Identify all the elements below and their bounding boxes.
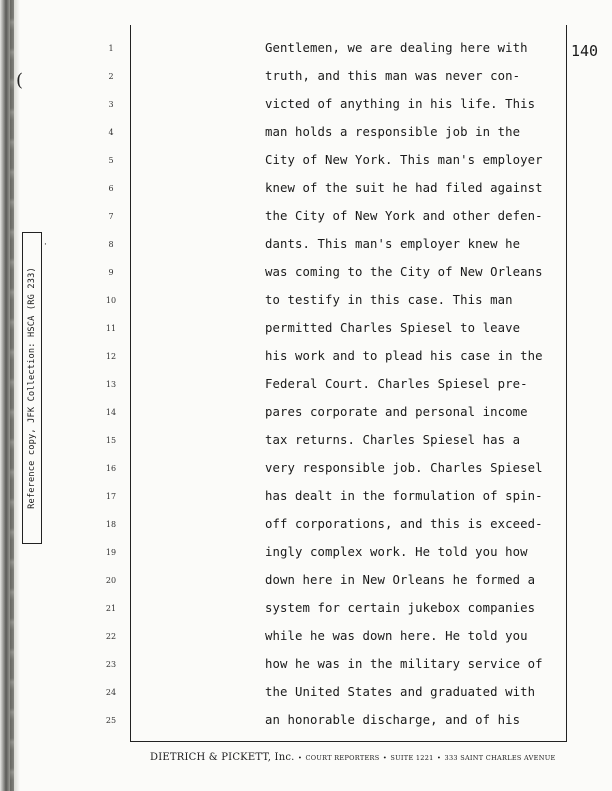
line-number: 21 xyxy=(105,604,117,613)
line-text: the City of New York and other defen- xyxy=(265,209,543,223)
line-number: 2 xyxy=(108,72,114,81)
line-number: 10 xyxy=(105,296,117,305)
line-text: very responsible job. Charles Spiesel xyxy=(265,461,543,475)
line-number: 9 xyxy=(108,268,114,277)
line-text: the United States and graduated with xyxy=(265,685,536,699)
line-text: dants. This man's employer knew he xyxy=(265,237,521,251)
line-number: 24 xyxy=(105,688,117,697)
line-number: 13 xyxy=(105,380,117,389)
footer-separator: • xyxy=(436,754,442,762)
line-number: 20 xyxy=(105,576,117,585)
line-text: has dealt in the formulation of spin- xyxy=(265,489,543,503)
footer-suite: SUITE 1221 xyxy=(390,754,434,762)
line-text: how he was in the military service of xyxy=(265,657,543,671)
line-text: his work and to plead his case in the xyxy=(265,349,543,363)
line-text: to testify in this case. This man xyxy=(265,293,513,307)
archive-stamp-text: Reference copy, JFK Collection: HSCA (RG 233) xyxy=(27,267,38,509)
footer-role: COURT REPORTERS xyxy=(305,754,380,762)
line-text: Federal Court. Charles Spiesel pre- xyxy=(265,377,528,391)
left-margin-rule xyxy=(130,25,131,742)
line-number: 5 xyxy=(108,156,114,165)
line-text: system for certain jukebox companies xyxy=(265,601,536,615)
line-text: pares corporate and personal income xyxy=(265,405,528,419)
line-number: 15 xyxy=(105,436,117,445)
footer-separator: • xyxy=(297,754,303,762)
binding-tick-mark: · xyxy=(44,240,47,250)
line-number: 6 xyxy=(108,184,114,193)
line-text: an honorable discharge, and of his xyxy=(265,713,521,727)
line-number: 16 xyxy=(105,464,117,473)
line-text: knew of the suit he had filed against xyxy=(265,181,543,195)
line-number: 8 xyxy=(108,240,114,249)
line-number: 19 xyxy=(105,548,117,557)
line-text: tax returns. Charles Spiesel has a xyxy=(265,433,521,447)
line-text: off corporations, and this is exceed- xyxy=(265,517,543,531)
line-number: 12 xyxy=(105,352,117,361)
reporter-footer xyxy=(150,752,580,763)
page-number: 140 xyxy=(571,42,599,60)
binding-mark: ( xyxy=(16,70,24,91)
line-number: 23 xyxy=(105,660,117,669)
line-number: 17 xyxy=(105,492,117,501)
line-number: 11 xyxy=(105,324,117,333)
line-number: 3 xyxy=(108,100,114,109)
binding-shadow xyxy=(10,0,14,791)
right-margin-rule xyxy=(566,25,567,742)
line-number: 7 xyxy=(108,212,114,221)
line-text: ingly complex work. He told you how xyxy=(265,545,528,559)
line-number: 1 xyxy=(108,44,114,53)
line-text: City of New York. This man's employer xyxy=(265,153,543,167)
line-text: permitted Charles Spiesel to leave xyxy=(265,321,521,335)
line-number: 25 xyxy=(105,716,117,725)
line-text: was coming to the City of New Orleans xyxy=(265,265,543,279)
line-text: Gentlemen, we are dealing here with xyxy=(265,41,528,55)
line-text: while he was down here. He told you xyxy=(265,629,528,643)
line-text: truth, and this man was never con- xyxy=(265,69,521,83)
line-number: 14 xyxy=(105,408,117,417)
line-text: down here in New Orleans he formed a xyxy=(265,573,536,587)
line-number: 18 xyxy=(105,520,117,529)
line-number: 22 xyxy=(105,632,117,641)
line-number: 4 xyxy=(108,128,114,137)
line-text: man holds a responsible job in the xyxy=(265,125,521,139)
footer-address: 333 SAINT CHARLES AVENUE xyxy=(444,754,556,762)
archive-stamp xyxy=(22,232,42,544)
footer-separator: • xyxy=(382,754,388,762)
footer-firm: DIETRICH & PICKETT, Inc. xyxy=(150,752,295,763)
line-text: victed of anything in his life. This xyxy=(265,97,536,111)
bottom-rule xyxy=(130,741,567,742)
